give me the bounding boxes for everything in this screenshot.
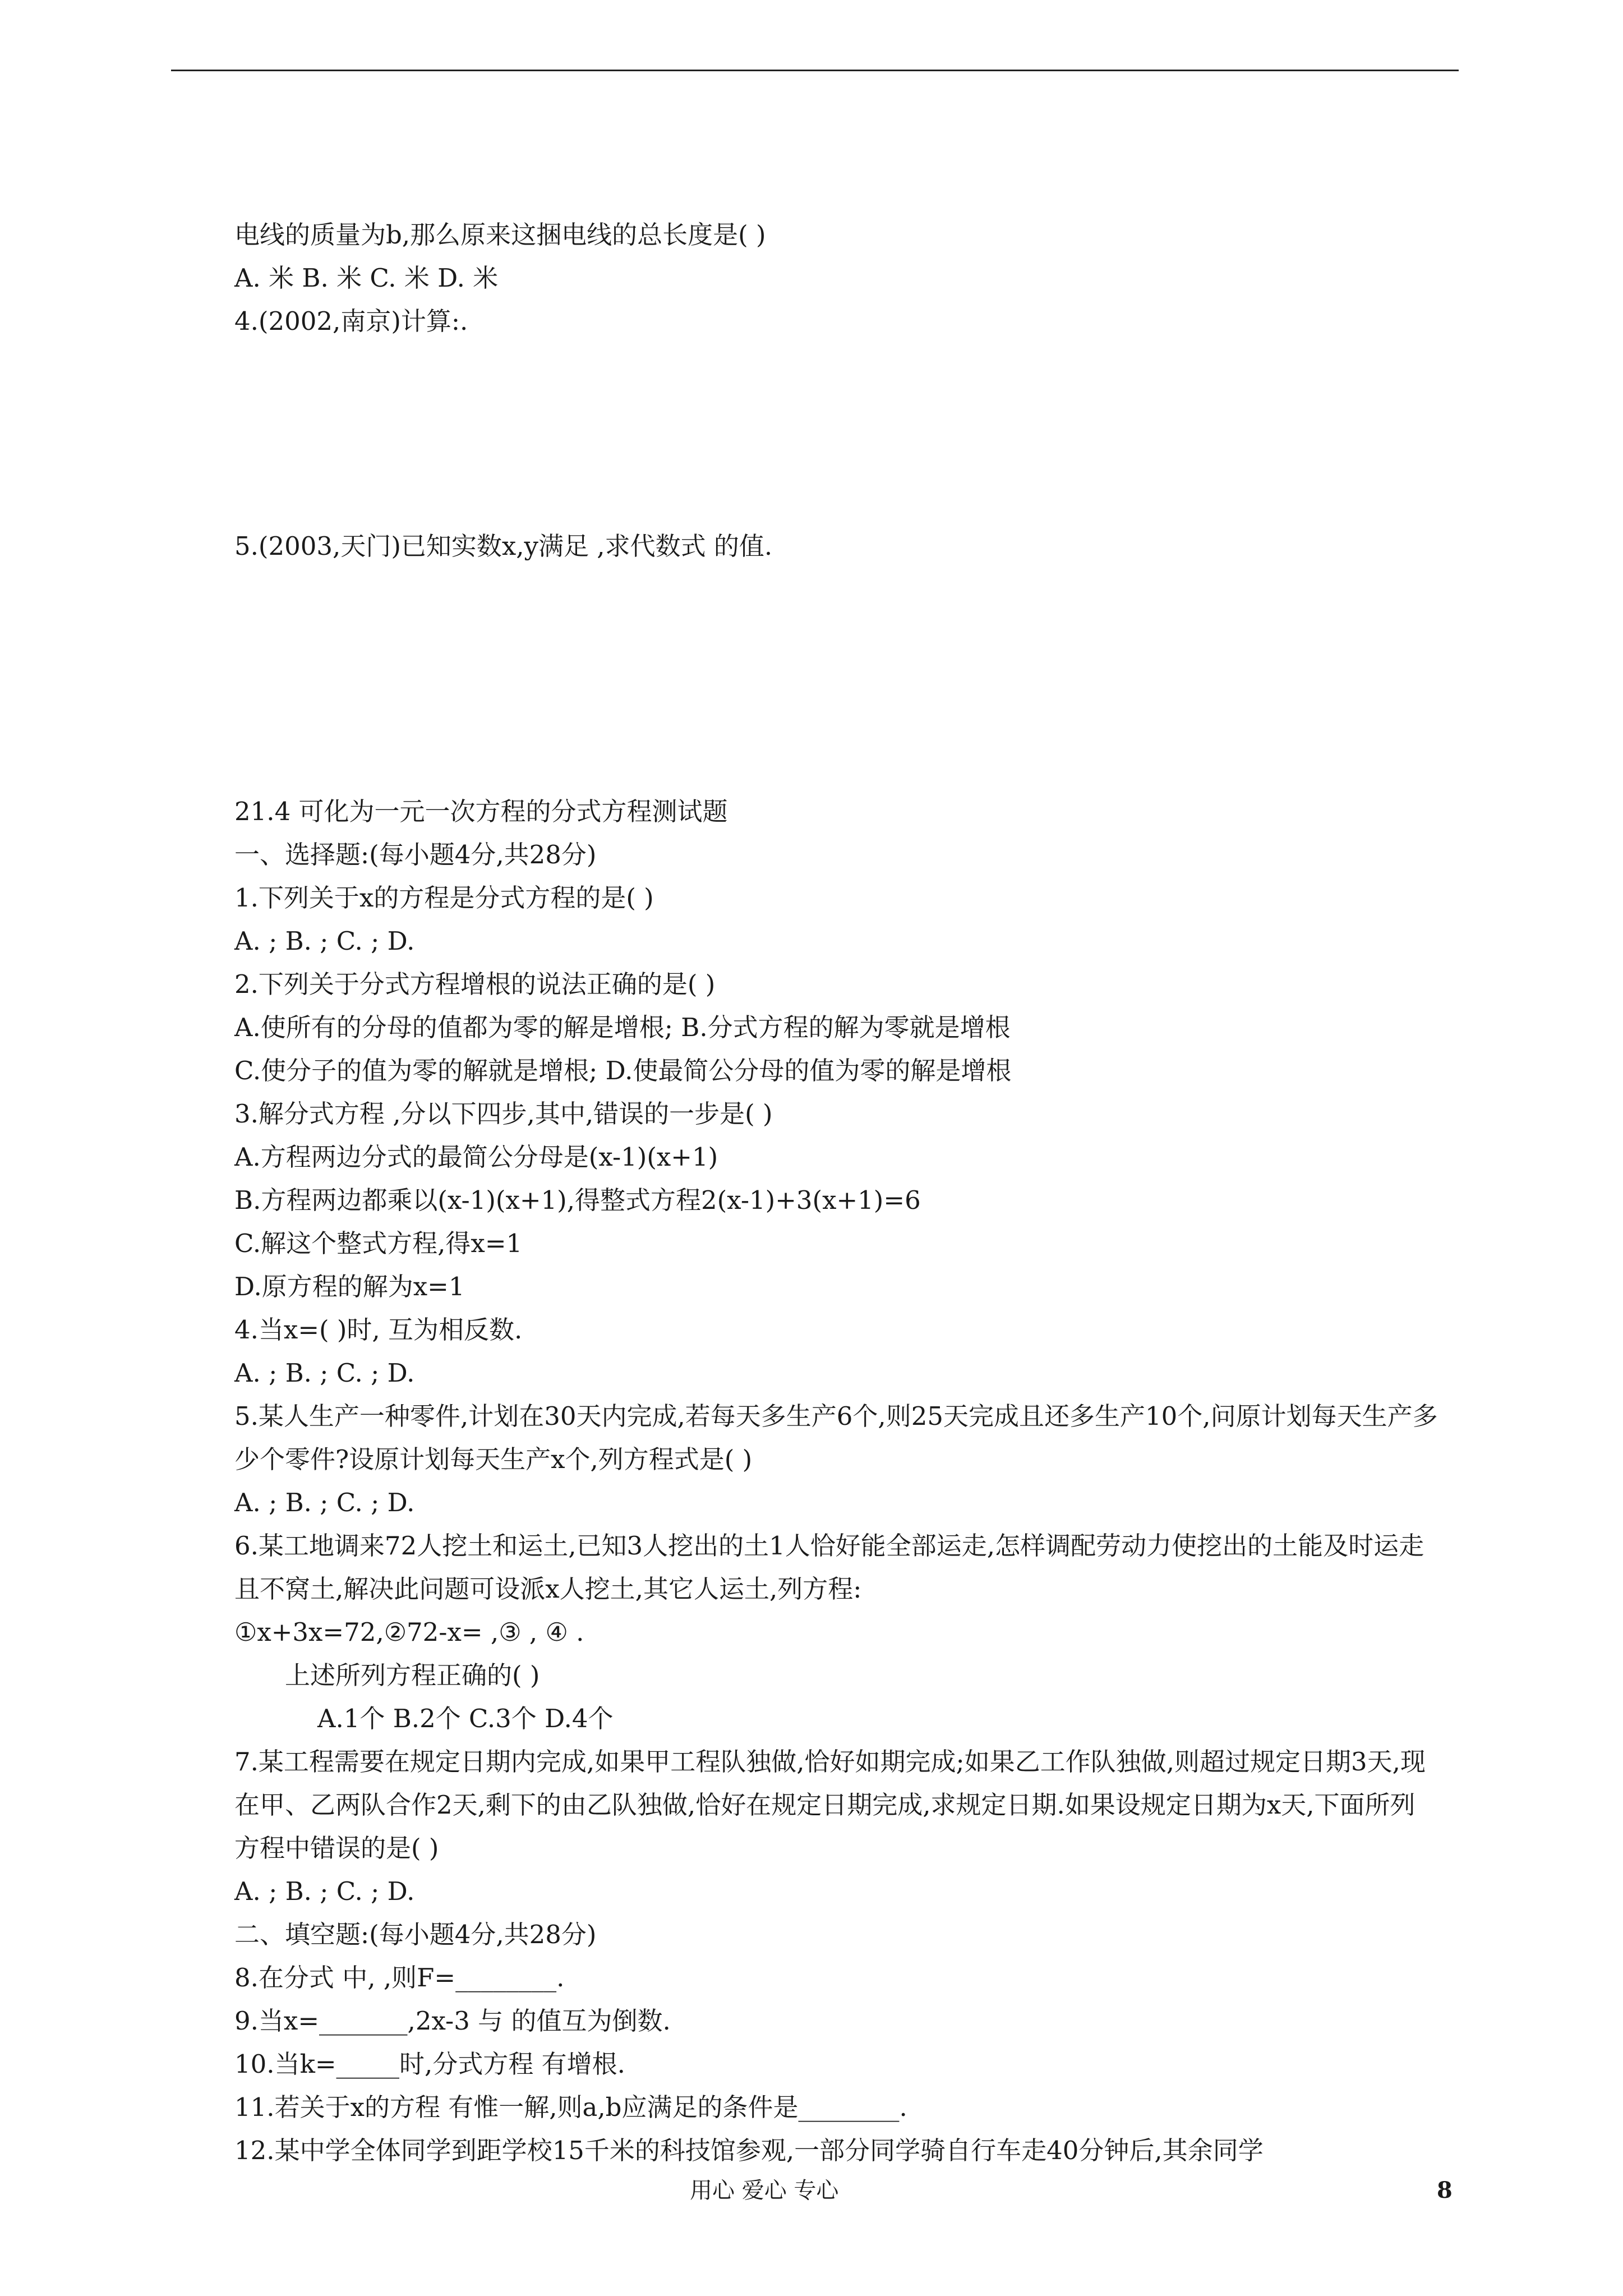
question-1-options: A. ; B. ; C. ; D.	[234, 926, 415, 956]
question-3-option-a: A.方程两边分式的最简公分母是(x-1)(x+1)	[234, 1142, 718, 1172]
page-number: 8	[1437, 2177, 1453, 2203]
question-5-options: A. ; B. ; C. ; D.	[234, 1488, 415, 1517]
question-1: 1.下列关于x的方程是分式方程的是( )	[234, 883, 654, 913]
question-7: 7.某工程需要在规定日期内完成,如果甲工程队独做,恰好如期完成;如果乙工作队独做,则超过规定日期3天,现在甲、乙两队合作2天,剩下的由乙队独做,恰好在规定日期完成,求规定日期.如果设规定日期为x天,下面所列方程中错误的是( )	[234, 1747, 1426, 1863]
text-line-wire-mass: 电线的质量为b,那么原来这捆电线的总长度是( )	[234, 220, 766, 250]
page-content	[234, 213, 1440, 2172]
question-3-option-c: C.解这个整式方程,得x=1	[234, 1228, 523, 1258]
question-2-options-ab: A.使所有的分母的值都为零的解是增根; B.分式方程的解为零就是增根	[234, 1013, 1011, 1042]
question-3-option-b: B.方程两边都乘以(x-1)(x+1),得整式方程2(x-1)+3(x+1)=6	[234, 1185, 921, 1215]
question-4: 4.当x=( )时, 互为相反数.	[234, 1315, 523, 1345]
question-11: 11.若关于x的方程 有惟一解,则a,b应满足的条件是________.	[234, 2092, 907, 2122]
question-2: 2.下列关于分式方程增根的说法正确的是( )	[234, 969, 716, 999]
text-line-wire-options: A. 米 B. 米 C. 米 D. 米	[234, 263, 499, 293]
part2-heading: 二、填空题:(每小题4分,共28分)	[234, 1920, 597, 1949]
question-3: 3.解分式方程 ,分以下四步,其中,错误的一步是( )	[234, 1099, 773, 1129]
question-8: 8.在分式 中, ,则F=________.	[234, 1963, 565, 1993]
question-5: 5.某人生产一种零件,计划在30天内完成,若每天多生产6个,则25天完成且还多生产10个,问原计划每天生产多少个零件?设原计划每天生产x个,列方程式是( )	[234, 1401, 1438, 1474]
part1-heading: 一、选择题:(每小题4分,共28分)	[234, 840, 597, 869]
blank-space	[234, 343, 1440, 524]
question-6-equations: ①x+3x=72,②72-x= ,③ , ④ .	[234, 1617, 584, 1647]
question-9: 9.当x=_______,2x-3 与 的值互为倒数.	[234, 2006, 671, 2036]
question-4-options: A. ; B. ; C. ; D.	[234, 1358, 415, 1388]
question-12: 12.某中学全体同学到距学校15千米的科技馆参观,一部分同学骑自行车走40分钟后,其余同学	[234, 2136, 1264, 2165]
blank-space	[234, 568, 1440, 790]
text-line-q5-tianmen: 5.(2003,天门)已知实数x,y满足 ,求代数式 的值.	[234, 531, 773, 561]
question-3-option-d: D.原方程的解为x=1	[234, 1272, 465, 1301]
text-line-q4-nanjing: 4.(2002,南京)计算:.	[234, 306, 468, 336]
question-6-options: A.1个 B.2个 C.3个 D.4个	[317, 1704, 614, 1733]
question-7-options: A. ; B. ; C. ; D.	[234, 1876, 415, 1906]
question-6-ask: 上述所列方程正确的( )	[285, 1660, 540, 1690]
question-6: 6.某工地调来72人挖土和运土,已知3人挖出的土1人恰好能全部运走,怎样调配劳动力使挖出的土能及时运走且不窝土,解决此问题可设派x人挖土,其它人运土,列方程:	[234, 1531, 1424, 1604]
header-rule	[171, 70, 1459, 71]
question-2-options-cd: C.使分子的值为零的解就是增根; D.使最简公分母的值为零的解是增根	[234, 1056, 1012, 1085]
section-title: 21.4 可化为一元一次方程的分式方程测试题	[234, 797, 728, 826]
footer-motto: 用心 爱心 专心	[690, 2178, 839, 2203]
question-10: 10.当k=_____时,分式方程 有增根.	[234, 2049, 625, 2079]
